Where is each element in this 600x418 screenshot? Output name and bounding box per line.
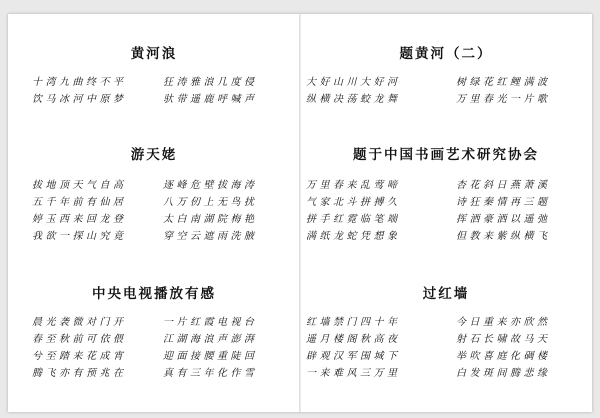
right-page	[300, 14, 592, 412]
poem-line: 满纸龙蛇凭想象	[306, 231, 401, 242]
poem-column-left	[306, 177, 426, 245]
poem-line: 树绿花红鲤满波	[456, 77, 551, 88]
poem-body	[300, 314, 592, 394]
poem-line: 大好山川大好河	[306, 77, 401, 88]
poem-column-left	[306, 314, 426, 382]
poem-5	[300, 145, 592, 242]
poem-column-right	[456, 314, 576, 382]
poem-line: 一来难风三万里	[306, 368, 401, 379]
poem-column-left	[32, 74, 152, 108]
poem-title: 游天姥	[130, 147, 178, 163]
poem-line: 太白南湖院梅艳	[163, 214, 258, 225]
poem-title: 题于中国书画艺术研究协会	[353, 147, 539, 163]
poem-title: 黄河浪	[130, 46, 178, 62]
poem-line: 白发斑间腾悲缘	[456, 368, 551, 379]
poem-line: 逐峰危壁拔海涛	[163, 180, 258, 191]
poem-body	[300, 177, 592, 257]
poem-column-right	[163, 177, 283, 245]
poem-line: 气家北斗拼搏久	[306, 197, 401, 208]
poem-title: 过红墙	[422, 286, 470, 302]
poem-column-left	[32, 314, 152, 382]
poem-6	[300, 284, 592, 379]
poem-column-right	[163, 314, 283, 382]
poem-column-right	[456, 74, 576, 108]
poem-line: 今日重来亦欣然	[456, 317, 551, 328]
poem-line: 纵横决荡蛟龙舞	[306, 94, 401, 105]
poem-line: 挥洒豪洒以遥弛	[456, 214, 551, 225]
poem-line: 驮带遥鹿呼喊声	[163, 94, 258, 105]
poem-line: 万里春光一片歌	[456, 94, 551, 105]
poem-line: 腾飞亦有预兆在	[32, 368, 127, 379]
poem-line: 婷玉西来回龙登	[32, 214, 127, 225]
poem-3	[8, 284, 300, 379]
poem-line: 射石长啸故马天	[456, 334, 551, 345]
poem-4	[300, 44, 592, 105]
poem-title: 中央电视播放有感	[92, 286, 216, 302]
left-page	[8, 14, 300, 412]
poem-line: 迎面接腰重陡回	[163, 351, 258, 362]
poem-line: 红墙禁门四十年	[306, 317, 401, 328]
poem-line: 春至秋前可依偎	[32, 334, 127, 345]
poem-line: 真有三年化作雪	[163, 368, 258, 379]
poem-line: 万里春来乱莺啼	[306, 180, 401, 191]
poem-line: 饮马冰河中原梦	[32, 94, 127, 105]
poem-line: 举吹喜庭化碉楼	[456, 351, 551, 362]
poem-body	[8, 314, 300, 394]
poem-line: 五千年前有仙居	[32, 197, 127, 208]
poem-line: 辟观汉军围城下	[306, 351, 401, 362]
poem-line: 拼手红霓临笔端	[306, 214, 401, 225]
poem-body	[8, 177, 300, 257]
poem-line: 十湾九曲终不平	[32, 77, 127, 88]
poem-1	[8, 44, 300, 105]
poem-line: 但教来紫纵横飞	[456, 231, 551, 242]
poem-line: 杏花斜日燕萧溪	[456, 180, 551, 191]
poem-column-right	[163, 74, 283, 108]
poem-line: 晨光袭微对门开	[32, 317, 127, 328]
book-spread	[8, 14, 592, 412]
poem-line: 我欲一探山究竟	[32, 231, 127, 242]
poem-2	[8, 145, 300, 242]
poem-line: 兮至踏来花成宵	[32, 351, 127, 362]
poem-line: 狂涛雅浪几度侵	[163, 77, 258, 88]
poem-line: 八万仞上无鸟扰	[163, 197, 258, 208]
poem-line: 遥月楼阁秋高夜	[306, 334, 401, 345]
poem-line: 拔地顶天气自高	[32, 180, 127, 191]
poem-title: 题黄河（二）	[399, 46, 493, 62]
poem-line: 穿空云遮雨洗腋	[163, 231, 258, 242]
poem-line: 一片红霞电视台	[163, 317, 258, 328]
poem-body	[300, 74, 592, 154]
poem-column-left	[306, 74, 426, 108]
poem-body	[8, 74, 300, 154]
poem-column-right	[456, 177, 576, 245]
poem-line: 诗狂秦情再三题	[456, 197, 551, 208]
poem-line: 江湖海浪声澎湃	[163, 334, 258, 345]
poem-column-left	[32, 177, 152, 245]
